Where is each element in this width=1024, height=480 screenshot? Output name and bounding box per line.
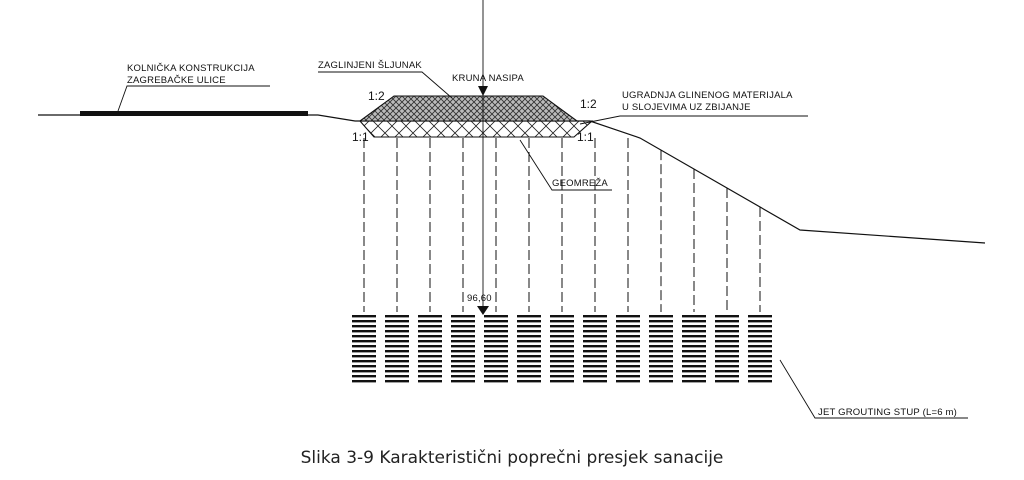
jet-grouting-column (451, 315, 475, 385)
road-label-line1: KOLNIČKA KONSTRUKCIJA (127, 63, 255, 74)
slope-right-upper: 1:2 (580, 97, 597, 111)
slope-left-lower: 1:1 (352, 130, 369, 144)
jet-grouting-column (682, 315, 706, 385)
clay-layer (360, 121, 592, 137)
jet-grouting-columns (352, 138, 772, 385)
gravel-layer (360, 96, 577, 121)
jet-grouting-column (550, 315, 574, 385)
geogrid-label: GEOMREŽA (552, 178, 608, 189)
jet-grouting-column (583, 315, 607, 385)
road-leader (118, 86, 270, 111)
crest-label: KRUNA NASIPA (452, 73, 524, 84)
jet-grouting-column (484, 315, 508, 385)
jet-grouting-column (385, 315, 409, 385)
crest-arrow-icon (478, 86, 488, 96)
jet-grouting-column (715, 315, 739, 385)
figure-caption: Slika 3-9 Karakteristični poprečni presjek sanacije (300, 448, 724, 468)
jet-grouting-column (748, 315, 772, 385)
jet-grouting-column (517, 315, 541, 385)
elevation-label: 96,60 (467, 293, 492, 304)
road-pavement (80, 111, 308, 116)
jet-grouting-column (418, 315, 442, 385)
jet-grouting-column (616, 315, 640, 385)
elevation-arrow-icon (477, 306, 489, 315)
jet-grouting-column (352, 315, 376, 385)
jet-grouting-label: JET GROUTING STUP (L=6 m) (818, 407, 957, 418)
clay-leader (580, 116, 808, 124)
slope-right-lower: 1:1 (577, 130, 594, 144)
clay-label-line1: UGRADNJA GLINENOG MATERIJALA (622, 90, 793, 101)
slope-left-upper: 1:2 (368, 89, 385, 103)
gravel-label: ZAGLINJENI ŠLJUNAK (318, 60, 422, 71)
jet-grouting-column (649, 315, 673, 385)
gravel-leader (318, 72, 452, 98)
road-label-line2: ZAGREBAČKE ULICE (127, 75, 226, 86)
clay-label-line2: U SLOJEVIMA UZ ZBIJANJE (622, 102, 751, 113)
